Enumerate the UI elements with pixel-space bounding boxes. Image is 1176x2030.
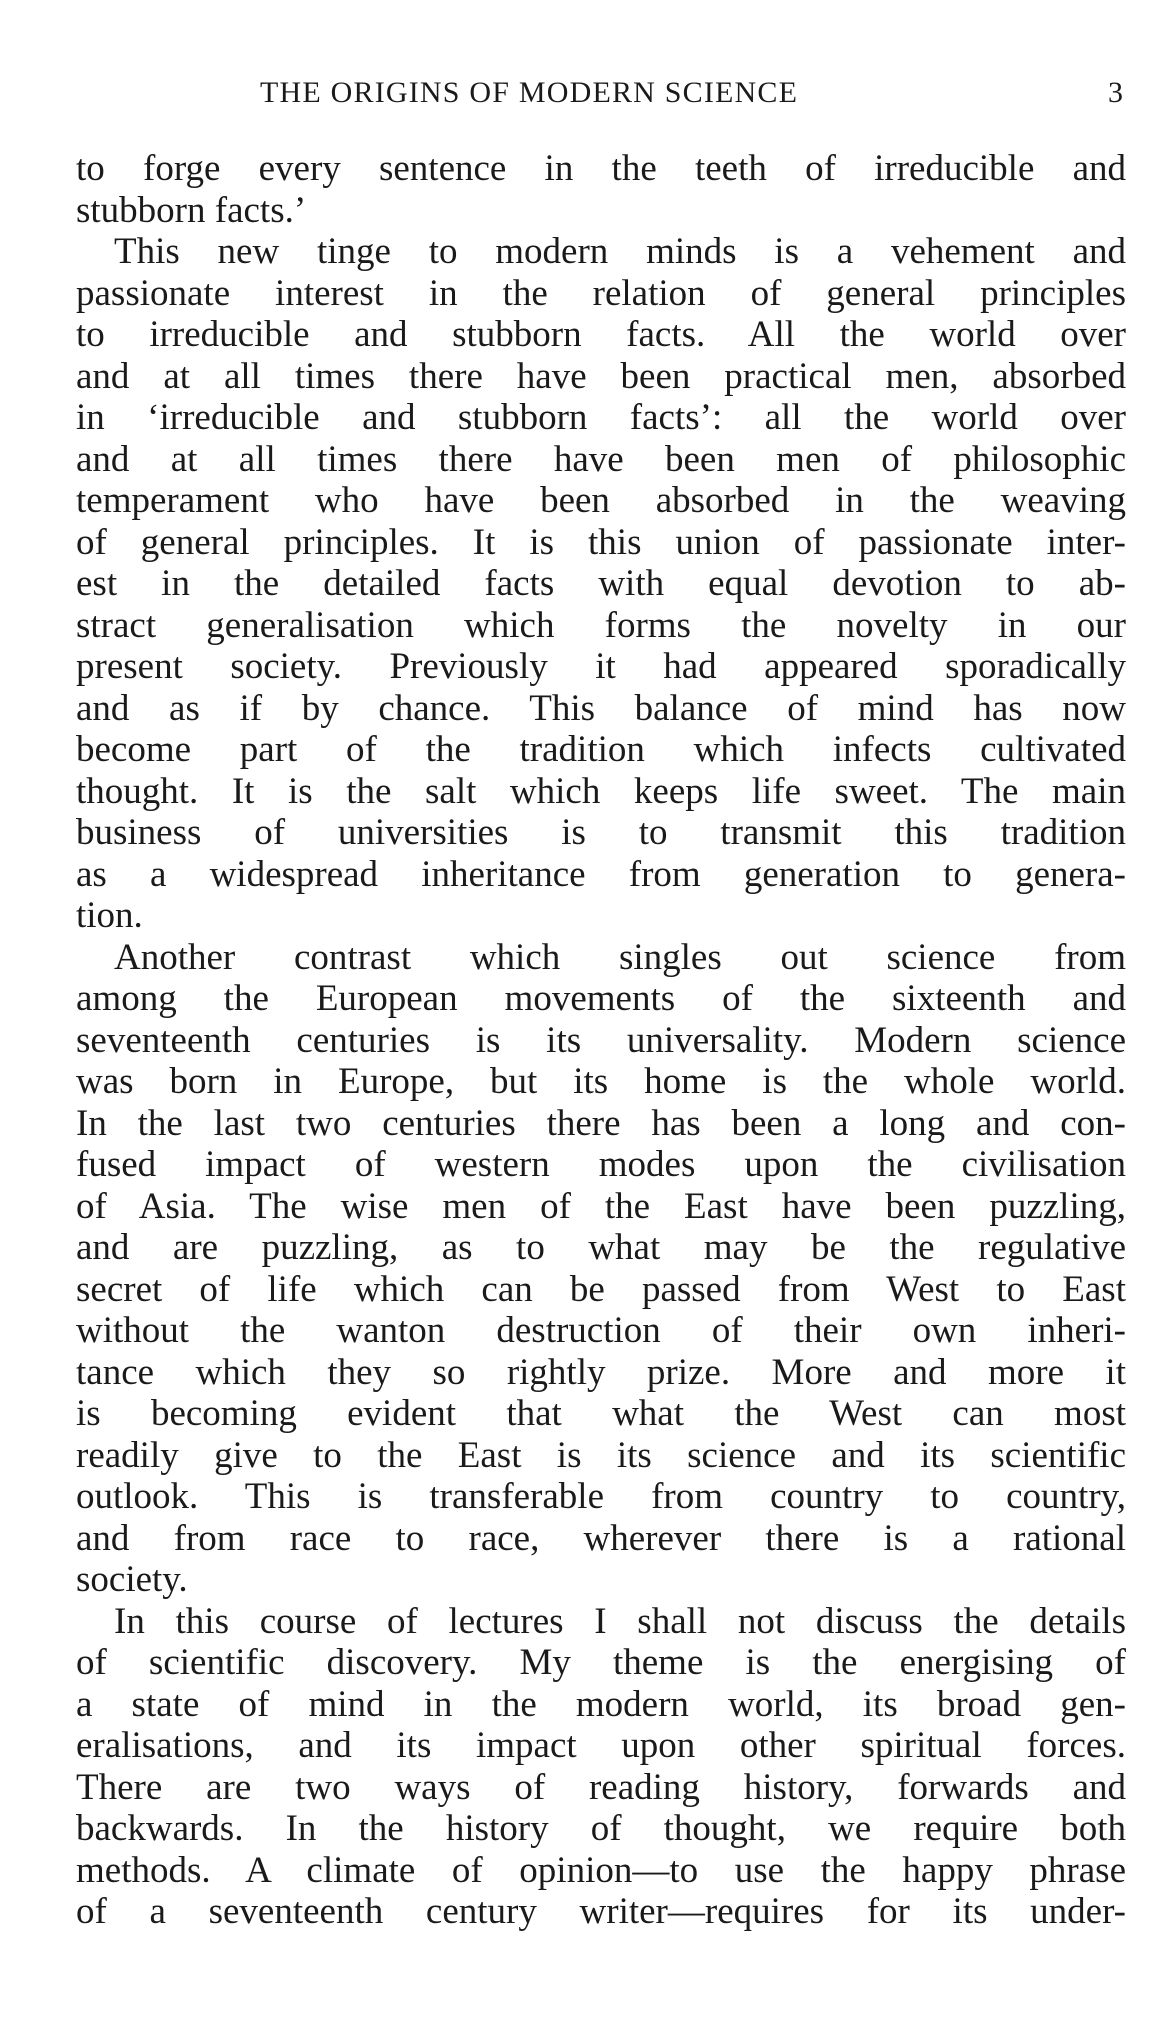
text-line: to irreducible and stubborn facts. All the world over [76, 314, 1126, 355]
paragraph-first-line: This new tinge to modern minds is a vehement and [114, 231, 1126, 272]
text-line: of a seventeenth century writer—requires for its under- [76, 1891, 1126, 1932]
running-header [0, 76, 1176, 120]
text-line: In the last two centuries there has been a long and con- [76, 1102, 1126, 1144]
text-line: stubborn facts.’ [76, 189, 307, 231]
text-line: society. [76, 1559, 188, 1600]
text-line: to forge every sentence in the teeth of irreducible and [76, 148, 1126, 189]
text-line: thought. It is the salt which keeps life sweet. The main [76, 770, 1126, 812]
text-line: among the European movements of the sixteenth and [76, 978, 1126, 1019]
text-line: tance which they so rightly prize. More and more it [76, 1351, 1126, 1393]
running-title: THE ORIGINS OF MODERN SCIENCE [260, 76, 799, 109]
text-line: readily give to the East is its science and its scientific [76, 1434, 1126, 1476]
text-line: and at all times there have been practical men, absorbed [76, 355, 1126, 397]
page-number: 3 [1108, 76, 1123, 109]
paragraph-first-line: Another contrast which singles out science from [114, 936, 1126, 978]
text-line: eralisations, and its impact upon other spiritual forces. [76, 1725, 1126, 1766]
text-line: business of universities is to transmit this tradition [76, 812, 1126, 853]
text-line: fused impact of western modes upon the civilisation [76, 1144, 1126, 1185]
text-line: in ‘irreducible and stubborn facts’: all the world over [76, 397, 1126, 438]
text-line: passionate interest in the relation of general principles [76, 272, 1126, 314]
text-line: and from race to race, wherever there is a rational [76, 1517, 1126, 1559]
paragraph-first-line: In this course of lectures I shall not discuss the details [114, 1600, 1126, 1642]
text-line: of general principles. It is this union of passionate inter- [76, 521, 1126, 563]
text-line: secret of life which can be passed from West to East [76, 1268, 1126, 1310]
text-line: est in the detailed facts with equal devotion to ab- [76, 563, 1126, 604]
text-line: tion. [76, 895, 143, 936]
text-line: was born in Europe, but its home is the whole world. [76, 1061, 1126, 1102]
text-line: present society. Previously it had appeared sporadically [76, 646, 1126, 687]
text-line: and at all times there have been men of philosophic [76, 438, 1126, 480]
text-line: without the wanton destruction of their own inheri- [76, 1310, 1126, 1351]
text-line: is becoming evident that what the West can most [76, 1393, 1126, 1434]
text-line: outlook. This is transferable from country to country, [76, 1476, 1126, 1517]
text-line: a state of mind in the modern world, its broad gen- [76, 1683, 1126, 1725]
text-line: of scientific discovery. My theme is the energising of [76, 1642, 1126, 1683]
text-line: and as if by chance. This balance of mind has now [76, 687, 1126, 729]
text-line: stract generalisation which forms the novelty in our [76, 604, 1126, 646]
text-line: methods. A climate of opinion—to use the happy phrase [76, 1849, 1126, 1891]
text-line: of Asia. The wise men of the East have been puzzling, [76, 1185, 1126, 1227]
body-text [76, 148, 1126, 1933]
text-line: backwards. In the history of thought, we require both [76, 1808, 1126, 1849]
text-line: and are puzzling, as to what may be the regulative [76, 1227, 1126, 1268]
text-line: as a widespread inheritance from generation to genera- [76, 853, 1126, 895]
text-line: There are two ways of reading history, forwards and [76, 1766, 1126, 1808]
text-line: become part of the tradition which infects cultivated [76, 729, 1126, 770]
text-line: seventeenth centuries is its universality. Modern science [76, 1019, 1126, 1061]
text-line: temperament who have been absorbed in the weaving [76, 480, 1126, 521]
